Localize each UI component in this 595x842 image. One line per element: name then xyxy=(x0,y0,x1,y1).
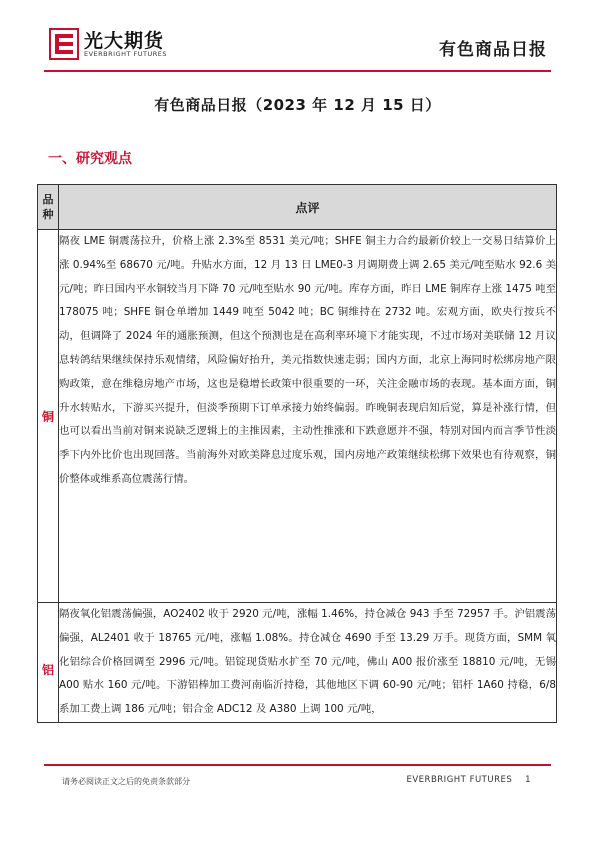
column-header-category-label: 品种 xyxy=(42,193,54,221)
table-header-row xyxy=(38,185,557,230)
comment-aluminum: 隔夜氧化铝震荡偏强，AO2402 收于 2920 元/吨，涨幅 1.46%，持仓减仓 943 手至 72957 手。沪铝震荡偏强，AL2401 收于 18765 元/吨，涨幅 1.08%。持仓减仓 4690 手至 13.29 万手。现货方面，SMM 氧化铝综合价格回调至 2996 元/吨。铝锭现货贴水扩至 70 元/吨，佛山 A00 报价涨至 18810 元/吨，无锡 A00 贴水 160 元/吨。下游铝棒加工费河南临沂持稳，其他地区下调 60-90 元/吨；铝杆 1A60 持稳，6/8 系加工费上调 186 元/吨；铝合金 ADC12 及 A380 上调 100 元/吨， xyxy=(59,603,557,723)
logo-wordmark-cn: 光大期货 xyxy=(84,30,165,52)
category-aluminum: 铝 xyxy=(38,603,59,723)
category-copper: 铜 xyxy=(38,230,59,603)
header-report-name: 有色商品日报 xyxy=(439,40,547,60)
column-header-comment: 点评 xyxy=(59,185,557,230)
column-header-category xyxy=(38,185,59,230)
logo-wordmark-en: EVERBRIGHT FUTURES xyxy=(84,50,168,58)
table-row-aluminum xyxy=(38,603,557,723)
research-table xyxy=(37,184,557,723)
footer-company-name: EVERBRIGHT FUTURES xyxy=(406,775,513,785)
page-number: 1 xyxy=(525,775,531,785)
table-row-copper xyxy=(38,230,557,603)
comment-copper: 隔夜 LME 铜震荡拉升，价格上涨 2.3%至 8531 美元/吨；SHFE 铜主力合约最新价较上一交易日结算价上涨 0.94%至 68670 元/吨。升贴水方面，12 月 13 日 LME0-3 月调期费上调 2.65 美元/吨至贴水 92.6 美元/吨；昨日国内平水铜较当月下降 70 元/吨至贴水 90 元/吨。库存方面，昨日 LME 铜库存上涨 1475 吨至 178075 吨；SHFE 铜仓单增加 1449 吨至 5042 吨；BC 铜维持在 2732 吨。宏观方面，欧央行按兵不动，但调降了 2024 年的通胀预测，但这个预测也是在高利率环境下才能实现，不过市场对美联储 12 月议息转鸽结果继续保持乐观情绪，风险偏好抬升，美元指数快速走弱；国内方面，北京上海同时松绑房地产限购政策，意在维稳房地产市场，这也是稳增长政策中很重要的一环，关注金融市场的表现。基本面方面，铜升水转贴水，下游买兴提升，但淡季预期下订单承接力始终偏弱。昨晚铜表现启知后觉，算是补涨行情，但也可以看出当前对铜来说缺乏逻辑上的主推因素，主动性推涨和下跌意愿并不强，特别对国内而言季节性淡季下内外比价也出现回落。当前海外对欧美降息过度乐观，国内房地产政策继续松绑下效果也有待观察，铜价整体或维系高位震荡行情。 xyxy=(59,230,557,603)
footer-company xyxy=(406,775,531,785)
page-title: 有色商品日报（2023 年 12 月 15 日） xyxy=(154,96,441,114)
section-heading: 一、研究观点 xyxy=(48,151,132,167)
footer-divider xyxy=(44,764,551,766)
footer-disclaimer: 请务必阅读正文之后的免责条款部分 xyxy=(62,777,190,786)
